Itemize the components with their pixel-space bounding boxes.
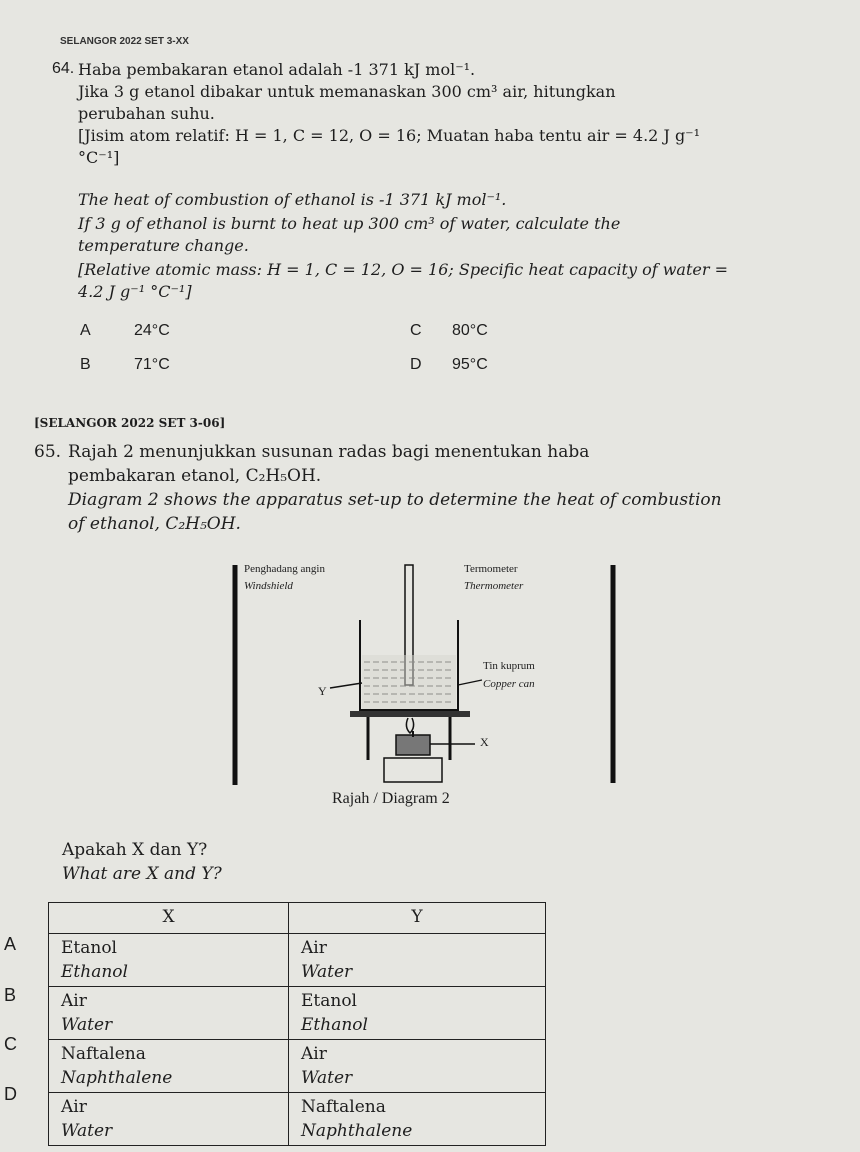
- can-pointer: [458, 680, 482, 685]
- can-label-ms: Tin kuprum: [483, 660, 535, 672]
- q64-option-a-value: 24°C: [134, 322, 170, 339]
- q64-en-line-3: temperature change.: [78, 236, 249, 255]
- table-row[interactable]: [49, 1093, 546, 1146]
- q64-en-line-5: 4.2 J g⁻¹ °C⁻¹]: [78, 282, 192, 301]
- q64-option-b-value: 71°C: [134, 356, 170, 373]
- diagram-caption: Rajah / Diagram 2: [332, 790, 450, 807]
- question-ms: Apakah X dan Y?: [62, 840, 208, 860]
- q65-source: [SELANGOR 2022 SET 3-06]: [34, 416, 226, 430]
- q64-en-line-1: The heat of combustion of ethanol is -1 371 kJ mol⁻¹.: [78, 190, 507, 209]
- q64-ms-line-2: Jika 3 g etanol dibakar untuk memanaskan 300 cm³ air, hitungkan: [78, 82, 616, 101]
- row-d-y-ms: Naftalena: [301, 1097, 386, 1117]
- q64-option-d-letter[interactable]: D: [410, 356, 422, 373]
- row-c-y-ms: Air: [301, 1044, 327, 1064]
- q64-option-c-value: 80°C: [452, 322, 488, 339]
- q65-number: 65.: [34, 442, 62, 462]
- row-a-x-ms: Etanol: [61, 938, 117, 958]
- option-c-letter[interactable]: C: [4, 1034, 17, 1054]
- q64-ms-line-4: [Jisim atom relatif: H = 1, C = 12, O = 16; Muatan haba tentu air = 4.2 J g⁻¹: [78, 126, 701, 145]
- water-level: [362, 655, 456, 709]
- q65-ms-line-1: Rajah 2 menunjukkan susunan radas bagi menentukan haba: [68, 442, 590, 462]
- windshield-label-ms: Penghadang angin: [244, 563, 325, 575]
- answer-table: [48, 902, 546, 1146]
- q64-option-c-letter[interactable]: C: [410, 322, 422, 339]
- q64-option-a-letter[interactable]: A: [80, 322, 91, 339]
- windshield-label-en: Windshield: [244, 580, 293, 592]
- option-b-letter[interactable]: B: [4, 985, 17, 1005]
- row-a-x-en: Ethanol: [61, 962, 128, 982]
- flame: [406, 718, 413, 733]
- q65-en-line-2: of ethanol, C₂H₅OH.: [68, 514, 241, 534]
- q64-number: 64.: [52, 60, 75, 77]
- row-b-x-ms: Air: [61, 991, 87, 1011]
- option-d-letter[interactable]: D: [4, 1084, 17, 1104]
- label-y: Y: [318, 684, 327, 698]
- option-a-letter[interactable]: A: [4, 934, 17, 954]
- question-en: What are X and Y?: [62, 864, 222, 884]
- thermometer-label-ms: Termometer: [464, 563, 518, 575]
- tripod-top: [350, 711, 470, 717]
- row-d-x-ms: Air: [61, 1097, 87, 1117]
- row-a-y-ms: Air: [301, 938, 327, 958]
- table-row[interactable]: [49, 934, 546, 987]
- q64-source: SELANGOR 2022 SET 3-XX: [60, 36, 189, 47]
- q64-ms-line-1: Haba pembakaran etanol adalah -1 371 kJ mol⁻¹.: [78, 60, 476, 79]
- wooden-block: [384, 758, 442, 782]
- header-x: X: [49, 903, 289, 934]
- row-a-y-en: Water: [301, 962, 353, 982]
- q64-en-line-4: [Relative atomic mass: H = 1, C = 12, O = 16; Specific heat capacity of water =: [78, 260, 728, 279]
- thermometer-label-en: Thermometer: [464, 580, 524, 592]
- row-d-y-en: Naphthalene: [301, 1121, 413, 1141]
- table-row[interactable]: [49, 1040, 546, 1093]
- q64-en-line-2: If 3 g of ethanol is burnt to heat up 300 cm³ of water, calculate the: [78, 214, 621, 233]
- row-c-x-ms: Naftalena: [61, 1044, 146, 1064]
- spirit-lamp: [396, 735, 430, 755]
- row-c-x-en: Naphthalene: [61, 1068, 173, 1088]
- header-y: Y: [289, 903, 546, 934]
- q64-ms-line-5: °C⁻¹]: [78, 148, 120, 167]
- row-c-y-en: Water: [301, 1068, 353, 1088]
- table-row[interactable]: [49, 987, 546, 1040]
- row-b-y-en: Ethanol: [301, 1015, 368, 1035]
- row-b-y-ms: Etanol: [301, 991, 357, 1011]
- row-d-x-en: Water: [61, 1121, 113, 1141]
- q64-ms-line-3: perubahan suhu.: [78, 104, 215, 123]
- label-x: X: [480, 735, 489, 749]
- q65-ms-line-2: pembakaran etanol, C₂H₅OH.: [68, 466, 322, 486]
- q64-option-b-letter[interactable]: B: [80, 356, 91, 373]
- y-pointer: [330, 683, 362, 688]
- q65-en-line-1: Diagram 2 shows the apparatus set-up to determine the heat of combustion: [68, 490, 722, 510]
- row-b-x-en: Water: [61, 1015, 113, 1035]
- can-label-en: Copper can: [483, 678, 535, 690]
- q64-option-d-value: 95°C: [452, 356, 488, 373]
